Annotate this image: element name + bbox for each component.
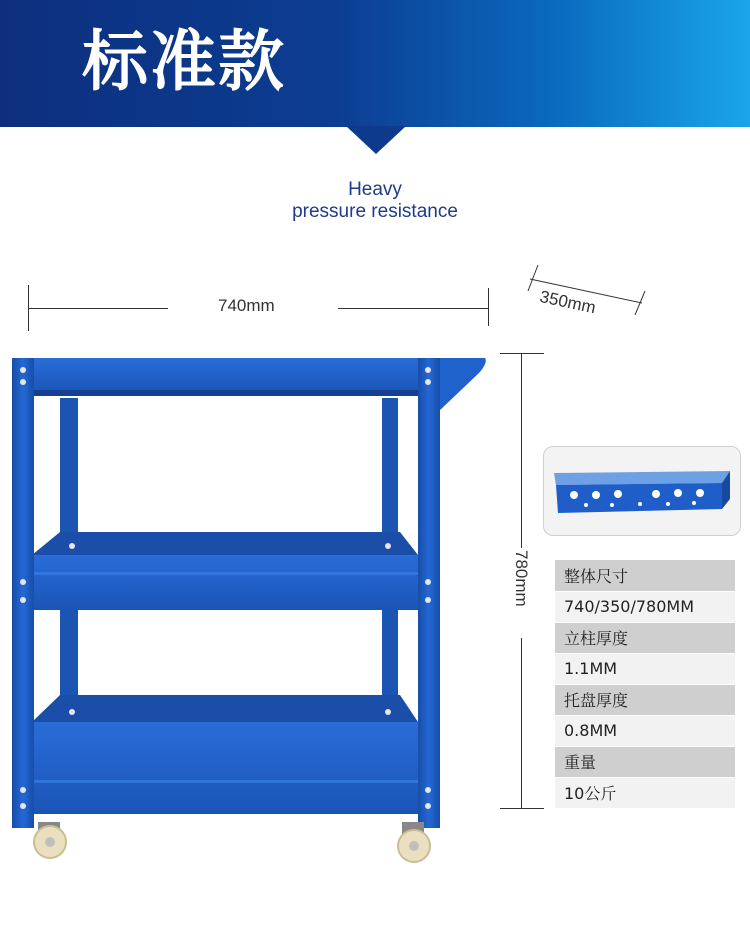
spec-value: 10公斤 (555, 777, 735, 808)
spec-label: 整体尺寸 (555, 560, 735, 591)
spec-row-value (555, 653, 735, 684)
spec-row-value (555, 591, 735, 622)
spec-value: 1.1MM (555, 653, 735, 684)
spec-label: 重量 (555, 746, 735, 777)
spec-label: 托盘厚度 (555, 684, 735, 715)
spec-value: 0.8MM (555, 715, 735, 746)
spec-row-value (555, 777, 735, 808)
depth-dimension (524, 265, 649, 318)
bracket-image (544, 447, 740, 535)
header-banner (0, 0, 750, 127)
spec-row-label (555, 746, 735, 777)
bracket-detail-box (543, 446, 741, 536)
subtitle-line-1: Heavy (348, 179, 402, 200)
depth-label: 350mm (538, 287, 598, 318)
banner-notch-arrow (346, 126, 406, 154)
height-label: 780mm (512, 550, 531, 607)
spec-table (555, 560, 735, 809)
tool-cart-image (10, 350, 490, 870)
spec-row-value (555, 715, 735, 746)
spec-row-label (555, 684, 735, 715)
banner-title: 标准款 (82, 23, 286, 100)
subtitle-line-2: pressure resistance (292, 201, 458, 222)
width-label: 740mm (218, 296, 275, 315)
spec-value: 740/350/780MM (555, 591, 735, 622)
spec-row-label (555, 622, 735, 653)
spec-label: 立柱厚度 (555, 622, 735, 653)
spec-row-label (555, 560, 735, 591)
